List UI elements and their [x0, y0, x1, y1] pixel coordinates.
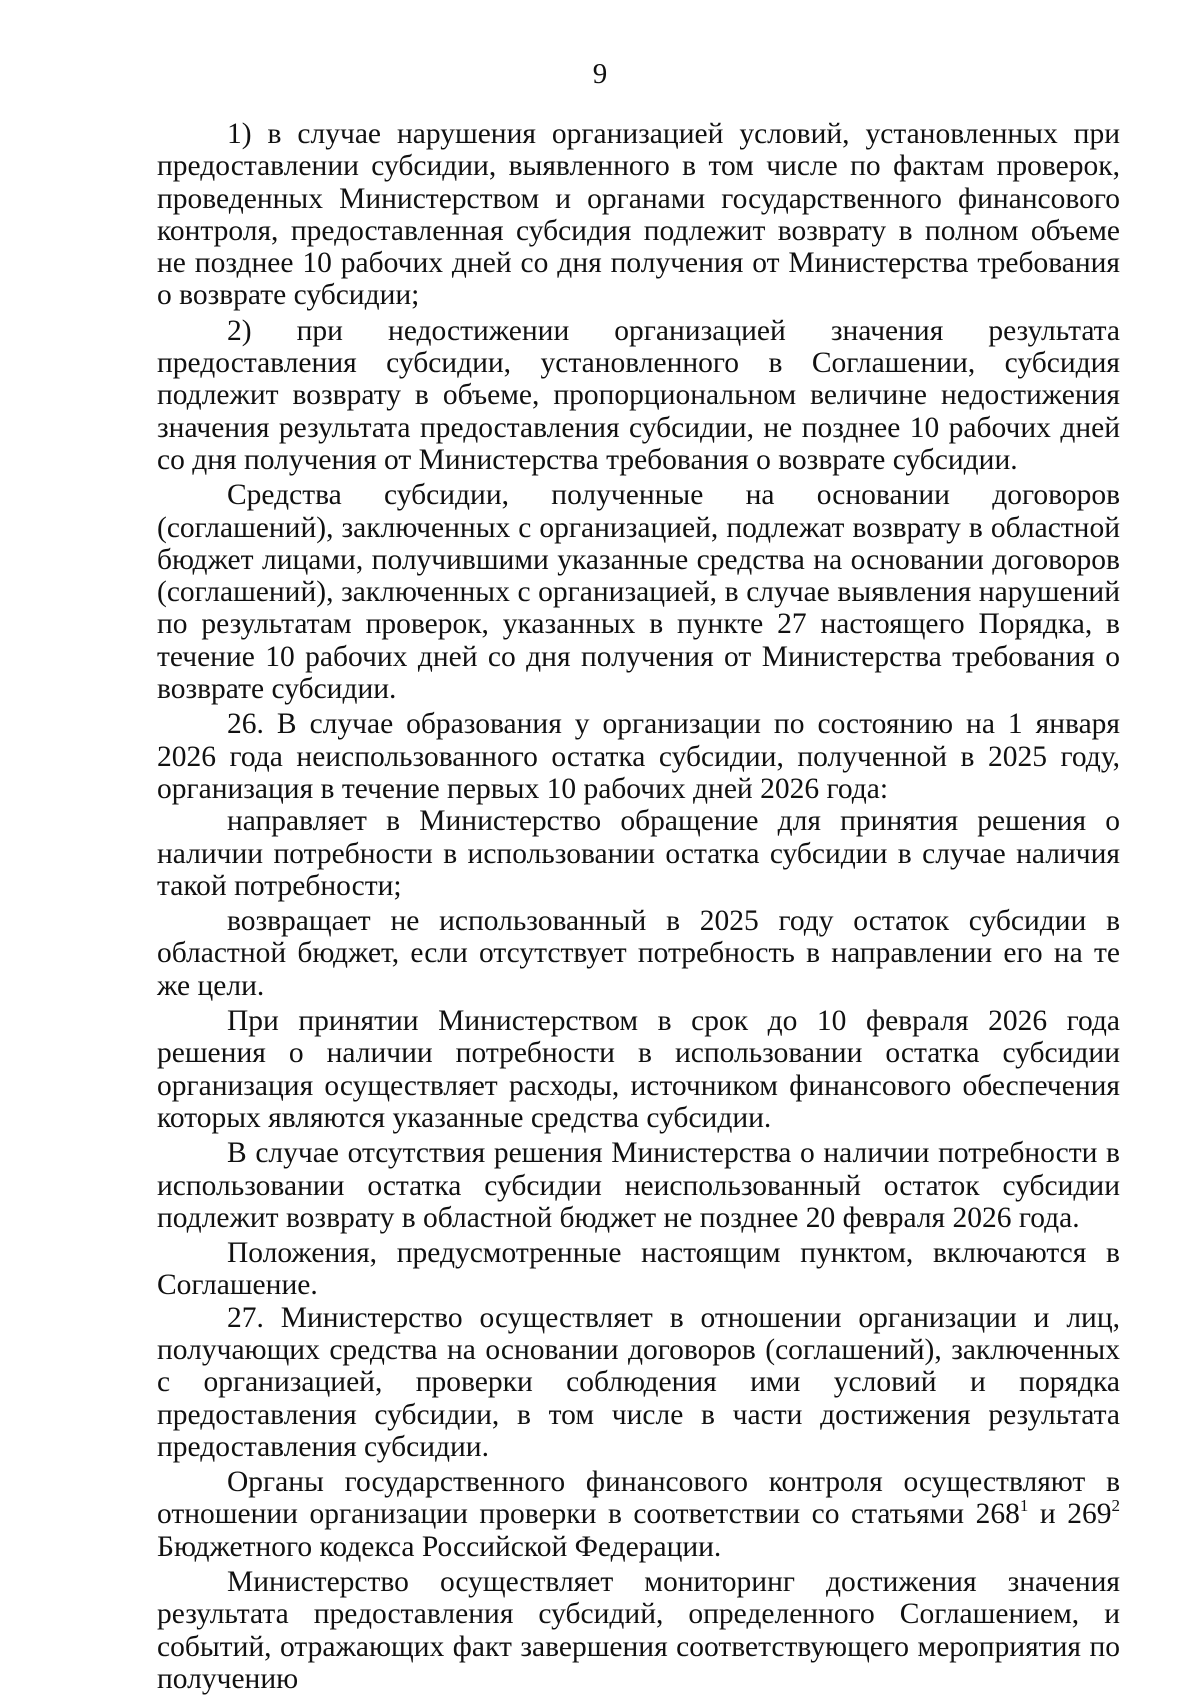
- paragraph-monitoring: Министерство осуществляет мониторинг достижения значения результата предоставления субсидий, определенного Соглашением, и событий, отражающих факт завершения соответствующего мероприятия по получению: [157, 1566, 1120, 1695]
- paragraph-no-decision: В случае отсутствия решения Министерства о наличии потребности в использовании остатка субсидии неиспользованный остаток субсидии подлежит возврату в областной бюджет не позднее 20 февраля 2026 года.: [157, 1137, 1120, 1234]
- control-text-middle: и: [1028, 1498, 1068, 1531]
- paragraph-agreement-provisions: Положения, предусмотренные настоящим пунктом, включаются в Соглашение.: [157, 1237, 1120, 1302]
- paragraph-refund-violation: 1) в случае нарушения организацией условий, установленных при предоставлении субсидии, выявленного в том числе по фактам проверок, проведенных Министерством и органами государственного финансового контроля, предоставленная субсидия подлежит возврату в полном объеме не позднее 10 рабочих дней со дня получения от Министерства требования о возврате субсидии;: [157, 118, 1120, 312]
- paragraph-refund-underachievement: 2) при недостижении организацией значения результата предоставления субсидии, установленного в Соглашении, субсидия подлежит возврату в объеме, пропорциональном величине недостижения значения результата предоставления субсидии, не позднее 10 рабочих дней со дня получения от Министерства требования о возврате субсидии.: [157, 314, 1120, 476]
- paragraph-financial-control: [157, 1466, 1120, 1563]
- paragraph-return-remainder: возвращает не использованный в 2025 году остаток субсидии в областной бюджет, если отсутствует потребность в направлении его на те же цели.: [157, 905, 1120, 1002]
- article-269: 269: [1067, 1498, 1112, 1531]
- paragraph-item-27: 27. Министерство осуществляет в отношении организации и лиц, получающих средства на основании договоров (соглашений), заключенных с организацией, проверки соблюдения ими условий и порядка предоставления субсидии, в том числе в части достижения результата предоставления субсидии.: [157, 1301, 1120, 1463]
- control-text-after: Бюджетного кодекса Российской Федерации.: [157, 1530, 722, 1563]
- control-text-before: Органы государственного финансового контроля осуществляют в отношении организации проверки в соответствии со статьями: [157, 1466, 1120, 1531]
- article-269-superscript: 2: [1111, 1496, 1120, 1516]
- article-268-superscript: 1: [1019, 1496, 1029, 1516]
- paragraph-refund-third-parties: Средства субсидии, полученные на основании договоров (соглашений), заключенных с организацией, подлежат возврату в областной бюджет лицами, получившими указанные средства на основании договоров (соглашений), заключенных с организацией, в случае выявления нарушений по результатам проверок, указанных в пункте 27 настоящего Порядка, в течение 10 рабочих дней со дня получения от Министерства требования о возврате субсидии.: [157, 479, 1120, 706]
- paragraph-decision-expenses: При принятии Министерством в срок до 10 февраля 2026 года решения о наличии потребности в использовании остатка субсидии организация осуществляет расходы, источником финансового обеспечения которых являются указанные средства субсидии.: [157, 1005, 1120, 1134]
- page-number: 9: [592, 58, 608, 90]
- paragraph-item-26: 26. В случае образования у организации по состоянию на 1 января 2026 года неиспользованного остатка субсидии, полученной в 2025 году, организация в течение первых 10 рабочих дней 2026 года:: [157, 708, 1120, 805]
- document-body: [157, 118, 1120, 1695]
- article-268: 268: [975, 1498, 1020, 1531]
- paragraph-send-request: направляет в Министерство обращение для принятия решения о наличии потребности в использовании остатка субсидии в случае наличия такой потребности;: [157, 805, 1120, 902]
